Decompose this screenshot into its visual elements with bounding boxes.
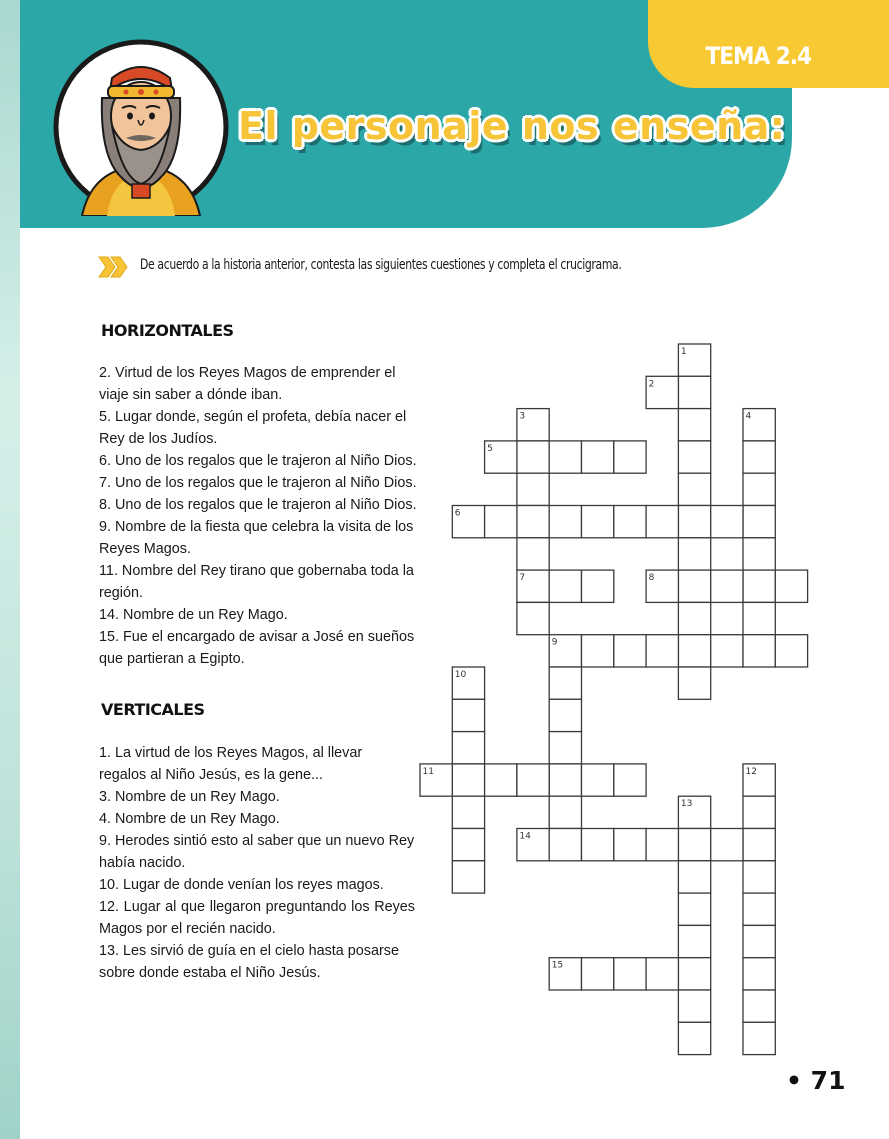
crossword-cell[interactable]	[582, 958, 614, 990]
crossword-cell[interactable]	[646, 958, 678, 990]
crossword-cell[interactable]	[711, 635, 743, 667]
crossword-cell[interactable]	[743, 925, 775, 957]
crossword-cell[interactable]	[452, 796, 484, 828]
crossword-cell[interactable]	[743, 602, 775, 634]
clue-across-2: 2. Virtud de los Reyes Magos de emprender el viaje sin saber a dónde iban.	[99, 365, 396, 403]
crossword-cell[interactable]	[678, 958, 710, 990]
clue-number-label: 13	[680, 799, 693, 810]
page-number: • 71	[786, 1066, 846, 1095]
clue-number-label: 14	[519, 831, 531, 842]
crossword-cell[interactable]	[711, 829, 743, 861]
crossword-cell[interactable]	[711, 570, 743, 602]
crossword-cell[interactable]	[549, 441, 581, 473]
crossword-cell[interactable]	[549, 732, 581, 764]
crossword-cell[interactable]	[678, 506, 710, 538]
crossword-cell[interactable]	[452, 699, 484, 731]
crossword-cell[interactable]	[582, 829, 614, 861]
crossword-cell[interactable]	[743, 990, 775, 1022]
crossword-cell[interactable]	[678, 473, 710, 505]
crossword-cell[interactable]	[678, 1022, 710, 1054]
clue-across-9: 9. Nombre de la fiesta que celebra la visita de los Reyes Magos.	[99, 519, 414, 557]
clue-down-9: 9. Herodes sintió esto al saber que un nuevo Rey había nacido.	[99, 833, 415, 871]
crossword-cell[interactable]	[743, 538, 775, 570]
clue-number-label: 7	[519, 573, 526, 584]
clue-number-label: 4	[745, 411, 752, 422]
crossword-cell[interactable]	[678, 570, 710, 602]
crossword-cell[interactable]	[614, 958, 646, 990]
crossword-cell[interactable]	[485, 506, 517, 538]
crossword-cell[interactable]	[711, 506, 743, 538]
clue-number-label: 1	[680, 347, 687, 357]
clue-down-1: 1. La virtud de los Reyes Magos, al llevar regalos al Niño Jesús, es la gene...	[99, 745, 363, 783]
crossword-cell[interactable]	[646, 829, 678, 861]
crossword-cell[interactable]	[582, 635, 614, 667]
clue-across-6: 6. Uno de los regalos que le trajeron al Niño Dios.	[99, 453, 417, 469]
crossword-cell[interactable]	[678, 441, 710, 473]
crossword-cell[interactable]	[646, 506, 678, 538]
clue-across-15: 15. Fue el encargado de avisar a José en sueños que partieran a Egipto.	[99, 629, 415, 667]
crossword-cell[interactable]	[743, 796, 775, 828]
page-title: El personaje nos enseña:	[238, 104, 786, 148]
crossword-cell[interactable]	[582, 764, 614, 796]
crossword-cell[interactable]	[678, 990, 710, 1022]
clue-number-label: 10	[454, 670, 467, 680]
crossword-cell[interactable]	[614, 441, 646, 473]
clue-across-11: 11. Nombre del Rey tirano que gobernaba toda la región.	[99, 563, 414, 601]
topic-tag-label: TEMA 2.4	[705, 42, 811, 70]
crossword-cell[interactable]	[678, 893, 710, 925]
crossword-cell[interactable]	[678, 925, 710, 957]
crossword-cell[interactable]	[614, 764, 646, 796]
crossword-cell[interactable]	[678, 376, 710, 408]
clue-number-label: 8	[648, 573, 655, 584]
crossword-cell[interactable]	[517, 506, 549, 538]
crossword-cell[interactable]	[582, 506, 614, 538]
crossword-cell[interactable]	[549, 699, 581, 731]
crossword-cell[interactable]	[517, 473, 549, 505]
crossword-cell[interactable]	[549, 667, 581, 699]
clue-across-14: 14. Nombre de un Rey Mago.	[99, 607, 288, 623]
clue-down-3: 3. Nombre de un Rey Mago.	[99, 789, 280, 805]
clue-number-label: 6	[454, 508, 461, 519]
crossword-cell[interactable]	[517, 602, 549, 634]
crossword-cell[interactable]	[452, 732, 484, 764]
crossword-cell[interactable]	[614, 635, 646, 667]
crossword-cell[interactable]	[743, 861, 775, 893]
crossword-cell[interactable]	[678, 409, 710, 441]
crossword-cell[interactable]	[549, 506, 581, 538]
crossword-cell[interactable]	[485, 764, 517, 796]
clue-down-4: 4. Nombre de un Rey Mago.	[99, 811, 280, 827]
crossword-cell[interactable]	[582, 441, 614, 473]
instructions: De acuerdo a la historia anterior, contesta las siguientes cuestiones y completa el crucigrama.	[140, 257, 622, 273]
crossword-cell[interactable]	[517, 538, 549, 570]
crossword-cell[interactable]	[743, 829, 775, 861]
crossword-cell[interactable]	[678, 635, 710, 667]
crossword-cell[interactable]	[517, 441, 549, 473]
horizontales-heading: HORIZONTALES	[101, 321, 234, 340]
clue-down-13: 13. Les sirvió de guía en el cielo hasta posarse sobre donde estaba el Niño Jesús.	[99, 943, 399, 981]
crossword-cell[interactable]	[517, 764, 549, 796]
clue-across-8: 8. Uno de los regalos que le trajeron al Niño Dios.	[99, 497, 417, 513]
crossword-cell[interactable]	[678, 667, 710, 699]
crossword-cell[interactable]	[678, 861, 710, 893]
crossword-cell[interactable]	[743, 1022, 775, 1054]
crossword-cell[interactable]	[549, 829, 581, 861]
crossword-cell[interactable]	[678, 538, 710, 570]
crossword-cell[interactable]	[582, 570, 614, 602]
crossword-cell[interactable]	[743, 635, 775, 667]
clue-across-5: 5. Lugar donde, según el profeta, debía nacer el Rey de los Judíos.	[99, 409, 407, 447]
crossword-cell[interactable]	[775, 635, 807, 667]
crossword-cell[interactable]	[614, 829, 646, 861]
verticales-heading: VERTICALES	[101, 700, 205, 719]
clue-number-label: 9	[551, 637, 558, 648]
clue-down-12: 12. Lugar al que llegaron preguntando los Reyes Magos por el recién nacido.	[99, 899, 415, 937]
crossword-cell[interactable]	[678, 602, 710, 634]
crossword-cell[interactable]	[743, 958, 775, 990]
crossword-cell[interactable]	[452, 861, 484, 893]
clue-number-label: 3	[519, 411, 526, 422]
crossword-cell[interactable]	[452, 764, 484, 796]
crossword-cell[interactable]	[646, 635, 678, 667]
crossword-cell[interactable]	[549, 796, 581, 828]
crossword-cell[interactable]	[743, 570, 775, 602]
crossword-cell[interactable]	[743, 441, 775, 473]
crossword-cell[interactable]	[549, 570, 581, 602]
crossword-cell[interactable]	[775, 570, 807, 602]
clue-down-10: 10. Lugar de donde venían los reyes magos.	[99, 877, 384, 893]
crossword-cell[interactable]	[743, 473, 775, 505]
crossword-cell[interactable]	[743, 893, 775, 925]
crossword-cell[interactable]	[549, 764, 581, 796]
clue-number-label: 15	[551, 960, 564, 971]
clue-across-7: 7. Uno de los regalos que le trajeron al Niño Dios.	[99, 475, 417, 491]
crossword-cell[interactable]	[614, 506, 646, 538]
crossword-cell[interactable]	[678, 829, 710, 861]
crossword-cell[interactable]	[452, 829, 484, 861]
crossword-cell[interactable]	[743, 506, 775, 538]
clue-number-label: 2	[648, 379, 655, 390]
clue-number-label: 5	[487, 443, 493, 454]
clue-number-label: 11	[422, 766, 434, 777]
clue-number-label: 12	[745, 766, 757, 777]
